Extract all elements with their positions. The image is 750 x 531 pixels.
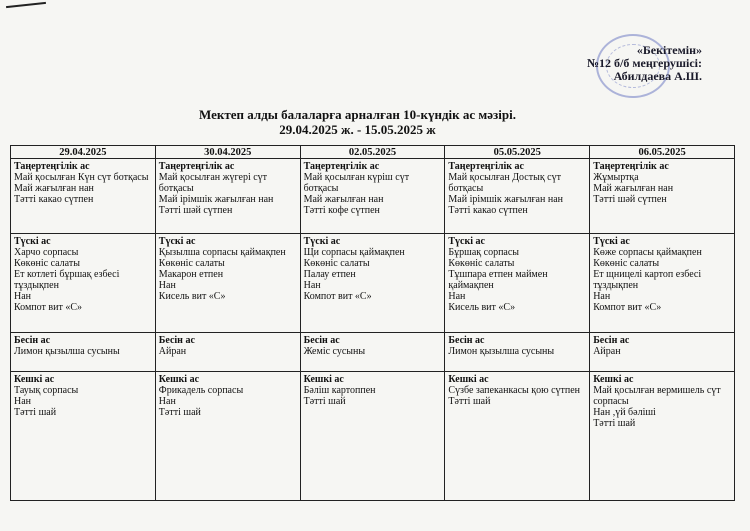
dish-item: Тұшпара етпен маймен қаймақпен <box>448 269 548 291</box>
dish-item: Тәтті какао сүтпен <box>448 205 528 216</box>
title-line-2: 29.04.2025 ж. - 15.05.2025 ж <box>279 122 436 137</box>
dish-item: Тәтті шай <box>448 396 491 407</box>
dish-item: Фрикадель сорпасы <box>158 385 244 396</box>
date-header: 30.04.2025 <box>155 146 300 159</box>
dish-item: Нан <box>14 291 32 302</box>
dish-item: Көкөніс салаты <box>158 258 225 269</box>
dish-item: Май ірімшік жағылған нан <box>448 194 563 205</box>
dish-item: Тәтті шай <box>593 418 636 429</box>
dish-item: Тауық сорпасы <box>14 385 79 396</box>
dish-item: Палау етпен <box>303 269 356 280</box>
dish-item: Компот вит «С» <box>593 302 662 313</box>
dish-item: Нан <box>448 291 466 302</box>
dish-item: Щи сорпасы қаймақпен <box>303 247 405 258</box>
meal-row-breakfast <box>11 159 735 234</box>
meal-title: Кешкі ас <box>593 374 634 385</box>
dish-item: Қызылша сорпасы қаймақпен <box>158 247 286 258</box>
menu-cell <box>590 159 735 234</box>
dish-item: Май ірімшік жағылған нан <box>158 194 274 205</box>
date-header: 02.05.2025 <box>300 146 445 159</box>
dish-item: Жұмыртқа <box>593 172 639 183</box>
meal-row-snack <box>11 333 735 372</box>
dish-item: Компот вит «С» <box>303 291 372 302</box>
menu-cell <box>300 333 445 372</box>
menu-cell <box>445 159 590 234</box>
approval-line-1: «Бекітемін» <box>636 43 702 57</box>
menu-cell <box>300 159 445 234</box>
dish-item: Ет котлеті бұршақ езбесі тұздықпен <box>14 269 120 291</box>
meal-title: Кешкі ас <box>14 374 55 385</box>
dish-item: Макарон етпен <box>158 269 224 280</box>
dish-item: Бәліш картоппен <box>303 385 376 396</box>
meal-title: Таңертеңгілік ас <box>303 161 380 172</box>
dish-item: Лимон қызылша сусыны <box>14 346 120 357</box>
meal-row-dinner <box>11 372 735 501</box>
menu-cell <box>300 234 445 333</box>
document-title <box>0 107 715 137</box>
date-header: 06.05.2025 <box>590 146 735 159</box>
menu-cell <box>590 333 735 372</box>
scan-artifact-line <box>6 2 46 8</box>
menu-cell <box>300 372 445 501</box>
dish-item: Кисель вит «С» <box>448 302 516 313</box>
menu-cell <box>445 372 590 501</box>
approval-line-2: №12 б/б меңгерушісі: <box>586 56 702 70</box>
dish-item: Тәтті шәй сүтпен <box>593 194 667 205</box>
dish-item: Тәтті шай <box>303 396 346 407</box>
dish-item: Бұршақ сорпасы <box>448 247 520 258</box>
meal-title: Бесін ас <box>593 335 630 346</box>
menu-cell <box>155 372 300 501</box>
dish-item: Нан ,үй бәліші <box>593 407 656 418</box>
dish-item: Май қосылған вермишель сүт сорпасы <box>593 385 721 407</box>
dish-item: Май қосылған Күн сүт ботқасы <box>14 172 149 183</box>
dish-item: Көкөніс салаты <box>303 258 370 269</box>
menu-cell <box>155 234 300 333</box>
dish-item: Тәтті шәй сүтпен <box>158 205 233 216</box>
dish-item: Жеміс сусыны <box>303 346 366 357</box>
dish-item: Нан <box>158 396 176 407</box>
dish-item: Тәтті кофе сүтпен <box>303 205 380 216</box>
dish-item: Айран <box>593 346 621 357</box>
approval-block <box>587 44 702 83</box>
dish-item: Нан <box>158 280 176 291</box>
meal-title: Түскі ас <box>593 236 630 247</box>
meal-title: Түскі ас <box>448 236 485 247</box>
meal-title: Кешкі ас <box>448 374 489 385</box>
meal-title: Бесін ас <box>448 335 485 346</box>
menu-table <box>10 145 735 501</box>
meal-title: Таңертеңгілік ас <box>14 161 90 172</box>
dish-item: Тәтті шай <box>158 407 201 418</box>
menu-cell <box>445 234 590 333</box>
meal-title: Таңертеңгілік ас <box>158 161 235 172</box>
dish-item: Нан <box>303 280 321 291</box>
dish-item: Тәтті шай <box>14 407 57 418</box>
dish-item: Май жағылған нан <box>303 194 384 205</box>
meal-title: Таңертеңгілік ас <box>593 161 669 172</box>
dish-item: Көже сорпасы қаймақпен <box>593 247 702 258</box>
menu-cell <box>590 372 735 501</box>
dish-item: Нан <box>14 396 32 407</box>
dish-item: Харчо сорпасы <box>14 247 79 258</box>
date-header: 29.04.2025 <box>11 146 156 159</box>
menu-cell <box>11 333 156 372</box>
dish-item: Айран <box>158 346 187 357</box>
meal-row-lunch <box>11 234 735 333</box>
meal-title: Бесін ас <box>14 335 51 346</box>
menu-cell <box>11 159 156 234</box>
menu-cell <box>11 372 156 501</box>
dish-item: Кисель вит «С» <box>158 291 226 302</box>
approval-line-3: Абилдаева А.Ш. <box>613 69 702 83</box>
date-header-row <box>11 146 735 159</box>
dish-item: Тәтті какао сүтпен <box>14 194 94 205</box>
title-line-1: Мектеп алды балаларға арналған 10-күндік ас мәзірі. <box>199 107 516 122</box>
meal-title: Кешкі ас <box>158 374 200 385</box>
dish-item: Нан <box>593 291 611 302</box>
dish-item: Ет щницелі картоп езбесі тұздықпен <box>593 269 702 291</box>
meal-title: Түскі ас <box>303 236 341 247</box>
menu-cell <box>155 159 300 234</box>
meal-title: Кешкі ас <box>303 374 344 385</box>
meal-title: Түскі ас <box>14 236 51 247</box>
menu-cell <box>590 234 735 333</box>
meal-title: Түскі ас <box>158 236 196 247</box>
menu-cell <box>155 333 300 372</box>
meal-title: Бесін ас <box>158 335 195 346</box>
dish-item: Май жағылған нан <box>14 183 94 194</box>
dish-item: Май қосылған Достық сүт ботқасы <box>448 172 561 194</box>
dish-item: Лимон қызылша сусыны <box>448 346 555 357</box>
menu-cell <box>445 333 590 372</box>
meal-title: Бесін ас <box>303 335 340 346</box>
menu-cell <box>11 234 156 333</box>
dish-item: Май қосылған жүгері сүт ботқасы <box>158 172 268 194</box>
dish-item: Көкөніс салаты <box>593 258 660 269</box>
dish-item: Компот вит «С» <box>14 302 83 313</box>
dish-item: Көкөніс салаты <box>448 258 515 269</box>
dish-item: Май жағылған нан <box>593 183 674 194</box>
dish-item: Май қосылған күріш сүт ботқасы <box>303 172 410 194</box>
dish-item: Көкөніс салаты <box>14 258 80 269</box>
dish-item: Сүзбе запеканкасы қою сүтпен <box>448 385 581 396</box>
meal-title: Таңертеңгілік ас <box>448 161 524 172</box>
date-header: 05.05.2025 <box>445 146 590 159</box>
